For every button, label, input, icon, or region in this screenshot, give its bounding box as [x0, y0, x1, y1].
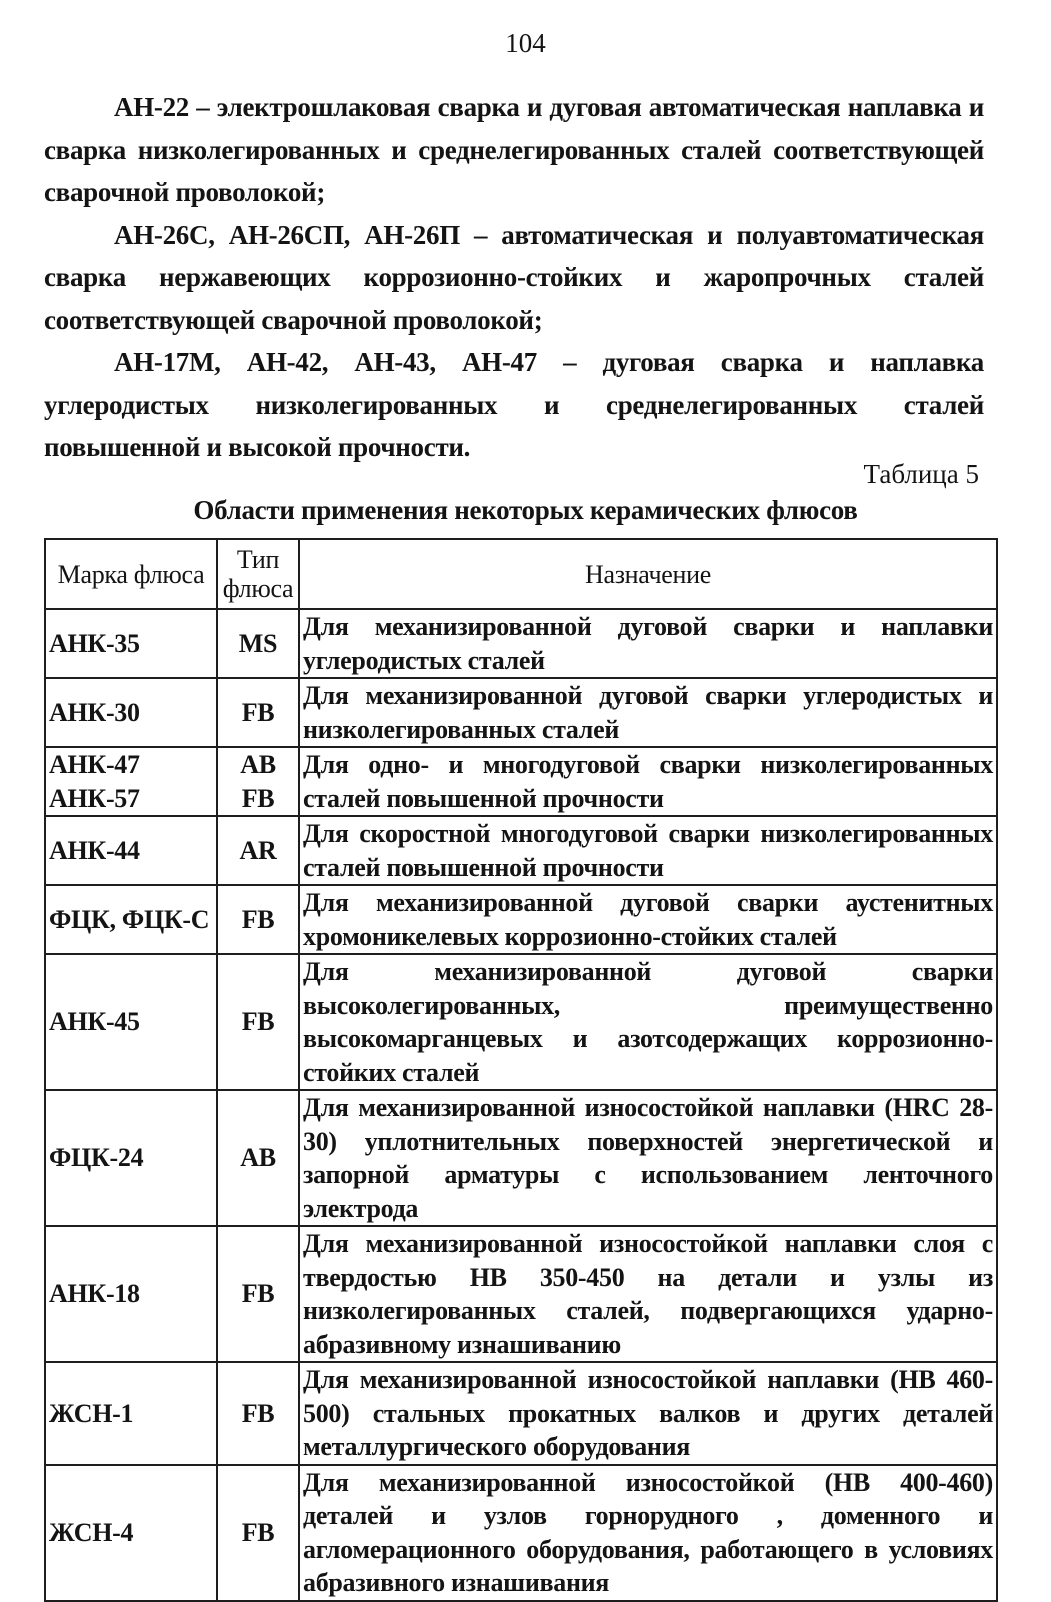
table-body — [45, 609, 997, 1601]
cell-purpose: Для механизированной износостойкой наплавки слоя с твердостью HB 350-450 на детали и узлы из низколегированных сталей, подвергающихся ударно-абразивному изнашиванию — [299, 1226, 997, 1362]
header-grade: Марка флюса — [45, 539, 217, 609]
grade-text: ФЦК, ФЦК-С — [49, 904, 210, 934]
cell-grade — [45, 1090, 217, 1226]
type-text: FB — [241, 783, 275, 813]
grade-text: ЖСН-1 — [49, 1398, 134, 1428]
grade-text: ФЦК-24 — [49, 1143, 144, 1173]
grade-text: АНК-18 — [49, 1279, 140, 1309]
cell-type — [217, 747, 299, 816]
cell-purpose: Для механизированной дуговой сварки аустенитных хромоникелевых коррозионно-стойких сталей — [299, 885, 997, 954]
grade-text: АНК-30 — [49, 697, 140, 727]
page-number: 104 — [505, 28, 546, 58]
cell-type — [217, 816, 299, 885]
cell-grade — [45, 954, 217, 1090]
table-header-row — [45, 539, 997, 609]
cell-type — [217, 1090, 299, 1226]
cell-grade — [45, 1362, 217, 1465]
type-text: FB — [241, 697, 275, 727]
cell-type — [217, 1362, 299, 1465]
header-type: Тип флюса — [217, 539, 299, 609]
cell-purpose: Для механизированной дуговой сварки высоколегированных, преимущественно высокомарганцевых и азотсодержащих коррозионно-стойких сталей — [299, 954, 997, 1090]
type-text: FB — [241, 1007, 275, 1037]
cell-grade — [45, 678, 217, 747]
flux-table — [44, 538, 998, 1602]
cell-purpose: Для одно- и многодуговой сварки низколегированных сталей повышенной прочности — [299, 747, 997, 816]
paragraph-an17: АН-17М, АН-42, АН-43, АН-47 – дуговая сварка и наплавка углеродистых низколегированных и среднелегированных сталей повышенной и высокой прочности. — [44, 347, 984, 462]
table-label: Таблица 5 — [863, 459, 979, 489]
table-row — [45, 609, 997, 678]
table-row — [45, 816, 997, 885]
table-row — [45, 678, 997, 747]
cell-type — [217, 609, 299, 678]
cell-grade — [45, 885, 217, 954]
body-text — [44, 86, 984, 469]
table-row — [45, 1465, 997, 1601]
cell-type — [217, 954, 299, 1090]
type-text: FB — [241, 1279, 275, 1309]
paragraph-an22: АН-22 – электрошлаковая сварка и дуговая автоматическая наплавка и сварка низколегированных и среднелегированных сталей соответствующей сварочной проволокой; — [44, 92, 984, 207]
cell-type — [217, 1465, 299, 1601]
type-text: AB — [240, 750, 276, 779]
cell-type — [217, 678, 299, 747]
table-row — [45, 1362, 997, 1465]
table-row — [45, 885, 997, 954]
cell-grade — [45, 1226, 217, 1362]
table-row — [45, 954, 997, 1090]
cell-grade — [45, 1465, 217, 1601]
table-row — [45, 1090, 997, 1226]
grade-text: АНК-57 — [49, 783, 140, 813]
cell-grade — [45, 609, 217, 678]
table-row — [45, 747, 997, 816]
cell-purpose: Для механизированной износостойкой наплавки (HRC 28-30) уплотнительных поверхностей энергетической и запорной арматуры с использованием ленточного электрода — [299, 1090, 997, 1226]
cell-purpose: Для механизированной дуговой сварки углеродистых и низколегированных сталей — [299, 678, 997, 747]
type-text: FB — [241, 1517, 275, 1547]
grade-text: ЖСН-4 — [49, 1517, 134, 1547]
cell-purpose: Для механизированной износостойкой наплавки (HB 460-500) стальных прокатных валков и других деталей металлургического оборудования — [299, 1362, 997, 1465]
grade-text: АНК-44 — [49, 835, 140, 865]
type-text: FB — [241, 904, 275, 934]
grade-text: АНК-47 — [49, 750, 140, 779]
type-text: FB — [241, 1398, 275, 1428]
table-row — [45, 1226, 997, 1362]
cell-grade — [45, 747, 217, 816]
type-text: AB — [240, 1143, 276, 1173]
cell-type — [217, 885, 299, 954]
type-text: MS — [238, 628, 278, 658]
grade-text: АНК-45 — [49, 1007, 140, 1037]
cell-purpose: Для скоростной многодуговой сварки низколегированных сталей повышенной прочности — [299, 816, 997, 885]
type-text: AR — [239, 835, 277, 865]
cell-grade — [45, 816, 217, 885]
cell-purpose: Для механизированной износостойкой (HB 400-460) деталей и узлов горнорудного , доменного и агломерационного оборудования, работающего в условиях абразивного изнашивания — [299, 1465, 997, 1601]
table-title: Области применения некоторых керамических флюсов — [193, 495, 858, 525]
cell-type — [217, 1226, 299, 1362]
grade-text: АНК-35 — [49, 628, 140, 658]
cell-purpose: Для механизированной дуговой сварки и наплавки углеродистых сталей — [299, 609, 997, 678]
paragraph-an26: АН-26С, АН-26СП, АН-26П – автоматическая и полуавтоматическая сварка нержавеющих коррозионно-стойких и жаропрочных сталей соответствующей сварочной проволокой; — [44, 219, 984, 335]
header-purpose: Назначение — [299, 539, 997, 609]
